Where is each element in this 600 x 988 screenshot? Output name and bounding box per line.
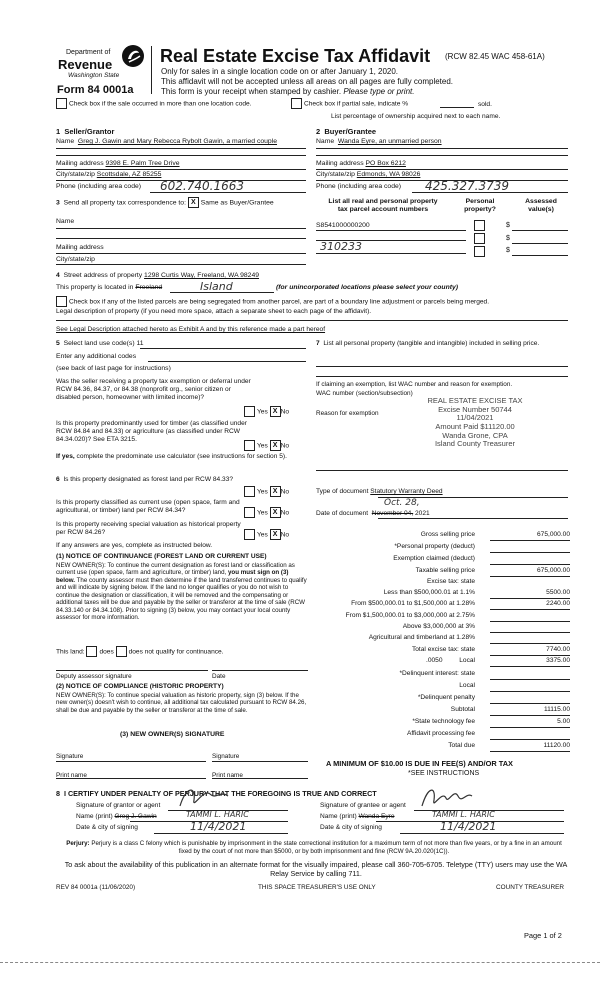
header-note-3-italic: Please type or print. [343, 87, 415, 96]
doc-type-label: Type of document [316, 488, 369, 495]
q-forest-yes-checkbox[interactable] [244, 486, 255, 497]
notice1-body-1: NEW OWNER(S): To continue the current designation as forest land or classification as current use (open space, farm and agriculture, or timber) land, [56, 562, 295, 577]
notice1-bold: you must sign on (3) below. [56, 569, 289, 584]
no-label: No [280, 531, 290, 539]
street-address[interactable]: 1298 Curtis Way, Freeland, WA 98249 [144, 272, 260, 279]
total-state-value[interactable]: 7740.00 [490, 646, 570, 656]
no-label: No [280, 408, 290, 416]
header-note-2: This affidavit will not be accepted unless all areas on all pages are fully completed. [161, 77, 454, 86]
q-current-use: Is this property classified as current use (open space, farm and agricultural, or timber) land per RCW 84.34? [56, 499, 240, 514]
q-current-use-yes-checkbox[interactable] [244, 507, 255, 518]
form-number: Form 84 0001a [57, 84, 134, 96]
sig-grantee-label: Signature of grantee or agent [320, 802, 406, 809]
stamp-line-6: Island County Treasurer [434, 439, 516, 449]
owner-sig-label-1: Signature [56, 753, 84, 760]
q-current-use-no-checkbox[interactable]: X [270, 507, 281, 518]
q-exemption-yes-checkbox[interactable] [244, 406, 255, 417]
tier3-value[interactable] [490, 612, 570, 622]
buyer-mailing[interactable]: PO Box 6212 [365, 160, 406, 167]
assessed-value-2[interactable] [512, 243, 568, 244]
alt-format-note: To ask about the availability of this publication in an alternate format for the visually impaired, please call 360-705-6705. Teletype (TTY) users may use the WA Relay Service by calling 711. [64, 860, 568, 878]
personal-deduct-value[interactable] [490, 543, 570, 553]
buyer-city[interactable]: Edmonds, WA 98026 [356, 171, 421, 178]
owner-sig-label-2: Signature [212, 753, 240, 760]
q-exemption: Was the seller receiving a property tax exemption or deferral under RCW 84.36, 84.37, or 84.38 (nonprofit org., senior citizen or disabled person, homeowner with limited income)? [56, 378, 251, 401]
ag-label: Agricultural and timberland at 1.28% [368, 634, 475, 641]
correspondence-label: Send all property tax correspondence to: [63, 199, 186, 207]
seller-name[interactable]: Greg J. Gawin and Mary Rebecca Rybolt Gawin, a married couple [77, 138, 278, 145]
tier3-label: From $1,500,000.01 to $3,000,000 at 2.75% [345, 612, 475, 619]
partial-sale-label: Check box if partial sale, indicate % [304, 100, 409, 108]
personal-property-checkbox-1[interactable] [474, 220, 485, 231]
parcel-head-1: List all real and personal property [328, 198, 438, 205]
minimum-due: A MINIMUM OF $10.00 IS DUE IN FEE(S) AND/OR TAX [326, 759, 513, 768]
personal-deduct-label: *Personal property (deduct) [394, 543, 475, 550]
q-timber: Is this property predominantly used for timber (as classified under RCW 84.84 and 84.33) or agriculture (as classified under RCW 84.34.020)? See ETA 3215. [56, 420, 247, 443]
same-as-buyer-label: Same as Buyer/Grantee [200, 199, 274, 207]
treasurer-stamp [400, 397, 550, 449]
tier1-label: Less than $500,000.01 at 1.1% [383, 589, 475, 596]
delinq-local-label: Local [459, 682, 475, 689]
q-historic: Is this property receiving special valuation as historical property per RCW 84.26? [56, 521, 241, 536]
if-yes-text: complete the predominate use calculator (see instructions for section 5). [76, 453, 287, 460]
parcel-1[interactable]: S8541000000200 [316, 222, 370, 229]
parcel-head-2: Personal [465, 198, 495, 205]
doc-date-label: Date of document [316, 510, 369, 517]
assessed-dollar-2: $ [506, 235, 510, 242]
q-forest: Is this property designated as forest land per RCW 84.33? [63, 476, 234, 483]
excise-state-label: Excise tax: state [426, 578, 475, 585]
delinq-state-label: *Delinquent interest: state [399, 670, 475, 677]
parcel-head-1b: tax parcel account numbers [337, 206, 429, 214]
same-as-buyer-checkbox[interactable]: X [188, 197, 199, 208]
land-use-code[interactable]: 11 [136, 340, 144, 347]
form-citation: (RCW 82.45 WAC 458-61A) [445, 52, 545, 61]
personal-property-checkbox-3[interactable] [474, 246, 485, 257]
personal-property-checkbox-2[interactable] [474, 233, 485, 244]
yes-label: Yes [257, 408, 268, 416]
subtotal-value[interactable]: 11115.00 [490, 706, 570, 716]
notice1-head: (1) NOTICE OF CONTINUANCE (FOREST LAND OR CURRENT USE) [56, 553, 267, 560]
street-address-label: Street address of property [63, 272, 143, 279]
header-note-1: Only for sales in a single location code on or after January 1, 2020. [161, 67, 399, 76]
page-number: Page 1 of 2 [524, 931, 562, 940]
seller-phone[interactable]: 602.740.1663 [160, 179, 244, 193]
sold-label: sold. [478, 101, 492, 108]
exemption-label: If claiming an exemption, list WAC number and reason for exemption. [316, 381, 513, 388]
tier4-value[interactable] [490, 623, 570, 633]
q-timber-yes-checkbox[interactable] [244, 440, 255, 451]
reason-label: Reason for exemption [316, 410, 379, 417]
affidavit-fee-label: Affidavit processing fee [406, 730, 475, 737]
ownership-note: List percentage of ownership acquired next to each name. [331, 113, 501, 120]
doc-type[interactable]: Statutory Warranty Deed [370, 488, 443, 495]
revision-label: REV 84 0001a (11/06/2020) [56, 884, 136, 891]
legal-description[interactable]: See Legal Description attached hereto as Exhibit A and by this reference made a part hereof [56, 326, 326, 333]
seller-mailing-label: Mailing address [56, 160, 104, 167]
local-value[interactable]: 3375.00 [490, 657, 570, 667]
form-title: Real Estate Excise Tax Affidavit [160, 46, 431, 66]
seller-heading: Seller/Grantor [64, 127, 115, 136]
doc-date-struck: November 04, [371, 510, 414, 517]
stamp-line-3: 11/04/2021 [456, 413, 494, 423]
dept-line1: Department of [66, 49, 111, 56]
q-historic-yes-checkbox[interactable] [244, 529, 255, 540]
dept-state: Washington State [68, 72, 120, 79]
segregated-checkbox[interactable] [56, 296, 67, 307]
multi-location-label: Check box if the sale occurred in more than one location code. [69, 100, 252, 108]
exemption-deduct-value[interactable] [490, 555, 570, 565]
certify-statement: I CERTIFY UNDER PENALTY OF PERJURY THAT THE FOREGOING IS TRUE AND CORRECT [64, 789, 377, 798]
penalty-label: *Delinquent penalty [417, 694, 475, 701]
q-historic-no-checkbox[interactable]: X [270, 529, 281, 540]
does-checkbox[interactable] [86, 646, 97, 657]
located-note: (for unincorporated locations please select your county) [276, 284, 459, 291]
deputy-date-label: Date [212, 673, 226, 680]
tier1-value[interactable]: 5500.00 [490, 589, 570, 599]
notice1-body-2: The county assessor must then determine if the land transferred continues to qualify and will indicate by signing below. If the land no longer qualifies or you do not wish to continue the designation or classification, it will be removed and the compensating or additional taxes will be due and payable by the seller or transferor at the time of sale (RCW 84.33.140 or 84.34.108). Prior to signing (3) below, you may contact your local county assessor for more information. [56, 576, 307, 622]
taxable-label: Taxable selling price [415, 567, 475, 574]
legal-label: Legal description of property (if you need more space, attach a separate sheet to each page of the affidavit). [56, 308, 372, 315]
tier2-label: From $500,000.01 to $1,500,000 at 1.28% [351, 600, 475, 607]
does-label: does [99, 648, 114, 656]
grantee-date[interactable]: 11/4/2021 [440, 820, 497, 833]
penalty-value[interactable] [490, 694, 570, 704]
parcel-head-3: Assessed [525, 198, 557, 205]
partial-percent-field[interactable] [440, 107, 474, 108]
county-treasurer-label: COUNTY TREASURER [496, 884, 564, 891]
doc-date-year: 2021 [415, 510, 430, 517]
deputy-sig-label: Deputy assessor signature [56, 673, 132, 680]
taxable-value[interactable]: 675,000.00 [490, 567, 570, 577]
grantor-name-label: Name (print) [76, 813, 113, 820]
notice2-head: (2) NOTICE OF COMPLIANCE (HISTORIC PROPERTY) [56, 683, 224, 690]
perjury-bold: Perjury: [66, 840, 90, 847]
delinq-state-value[interactable] [490, 670, 570, 680]
exemption-deduct-label: Exemption claimed (deduct) [393, 555, 475, 562]
grantee-name-label: Name (print) [320, 813, 357, 820]
buyer-city-label: City/state/zip [316, 171, 355, 178]
ag-value[interactable] [490, 634, 570, 644]
total-due-label: Total due [448, 742, 475, 749]
delinq-local-value[interactable] [490, 682, 570, 692]
revenue-logo-icon [121, 44, 145, 68]
buyer-heading: Buyer/Grantee [324, 127, 377, 136]
seller-city[interactable]: Scottsdale, AZ 85255 [96, 171, 162, 178]
located-struck: Freeland [135, 284, 163, 291]
yes-label: Yes [257, 509, 268, 517]
q-exemption-no-checkbox[interactable]: X [270, 406, 281, 417]
treasurer-only-label: THIS SPACE TREASURER'S USE ONLY [258, 884, 376, 891]
buyer-phone-label: Phone (including area code) [316, 183, 402, 190]
does-not-label: does not qualify for continuance. [128, 648, 224, 656]
assessed-value-3[interactable] [512, 255, 568, 256]
assessed-value-1[interactable] [512, 230, 568, 231]
s3-name-label: Name [56, 218, 75, 225]
grantee-name: Wanda Eyre [358, 813, 395, 820]
parcel-head-2b: property? [464, 206, 496, 214]
s3-city-label: City/state/zip [56, 256, 95, 263]
q-forest-no-checkbox[interactable]: X [270, 486, 281, 497]
total-due-value[interactable]: 11120.00 [490, 742, 570, 752]
notice2-body: NEW OWNER(S): To continue special valuation as historic property, sign (3) below. If the new owner(s) doesn't wish to continue, all additional tax calculated pursuant to RCW 84.26, shall be due and payable by the seller or transferor at the time of sale. [56, 692, 307, 714]
header-note-3: This form is your receipt when stamped by cashier. [161, 87, 342, 96]
stamp-line-1: REAL ESTATE EXCISE TAX [427, 396, 523, 405]
stamp-line-4: Amount Paid $11120.00 [435, 421, 515, 431]
grantee-agent-name[interactable]: TAMMI L. HARIC [432, 810, 495, 819]
yes-label: Yes [257, 531, 268, 539]
perjury-text: Perjury is a class C felony which is punishable by imprisonment in the state correctional institution for a maximum term of not more than five years, or by a fine in an amount fixed by the court of not more than $5000, or by both imprisonment and fine (RCW 9A.20.020(1C)). [91, 840, 562, 855]
grantor-date[interactable]: 11/4/2021 [190, 820, 247, 833]
assessed-dollar-1: $ [506, 222, 510, 229]
grantor-date-label: Date & city of signing [76, 824, 138, 831]
additional-codes-label: Enter any additional codes [56, 353, 137, 360]
grantor-agent-name[interactable]: TAMMI L. HARIC [186, 810, 249, 819]
owner-print-label-2: Print name [212, 772, 243, 779]
total-state-label: Total excise tax: state [411, 646, 475, 653]
parcel-2[interactable]: 310233 [320, 240, 362, 253]
seller-phone-label: Phone (including area code) [56, 183, 142, 190]
notice3-head: (3) NEW OWNER(S) SIGNATURE [120, 731, 225, 738]
tier2-value[interactable]: 2240.00 [490, 600, 570, 610]
doc-date-handwritten[interactable]: Oct. 28, [384, 498, 420, 508]
affidavit-fee-value[interactable] [490, 730, 570, 740]
segregated-label: Check box if any of the listed parcels are being segregated from another parcel, are part of a boundary line adjustment or parcels being merged. [69, 298, 490, 306]
land-use-label: Select land use code(s) [63, 340, 135, 347]
tech-fee-value[interactable]: 5.00 [490, 718, 570, 728]
parcel-head-3b: value(s) [528, 206, 554, 214]
stamp-line-2: Excise Number 50744 [438, 404, 512, 414]
see-instructions: *SEE INSTRUCTIONS [408, 770, 480, 777]
wac-label: WAC number (section/subsection) [316, 390, 413, 397]
grantor-name: Greg J. Gawin [114, 813, 157, 820]
s3-mailing-label: Mailing address [56, 244, 104, 251]
no-label: No [280, 509, 290, 517]
buyer-name[interactable]: Wanda Eyre, an unmarried person [337, 138, 442, 145]
gross-value[interactable]: 675,000.00 [490, 531, 570, 541]
assessed-dollar-3: $ [506, 247, 510, 254]
located-county[interactable]: Island [200, 280, 233, 293]
tech-fee-label: *State technology fee [412, 718, 475, 725]
this-land-label: This land: [56, 648, 85, 656]
no-label: No [280, 488, 290, 496]
partial-sale-checkbox[interactable] [291, 98, 302, 109]
seller-city-label: City/state/zip [56, 171, 95, 178]
located-in-label: This property is located in [56, 284, 134, 291]
no-label: No [280, 442, 290, 450]
gross-label: Gross selling price [420, 531, 475, 538]
see-back-label: (see back of last page for instructions) [56, 365, 171, 372]
subtotal-label: Subtotal [450, 706, 475, 713]
tier4-label: Above $3,000,000 at 3% [402, 623, 475, 630]
if-yes-bold: If yes, [56, 453, 75, 460]
buyer-name-label: Name [316, 138, 335, 145]
does-not-checkbox[interactable] [116, 646, 127, 657]
local-rate: .0050 [426, 657, 443, 664]
grantee-date-label: Date & city of signing [320, 824, 382, 831]
sig-grantor-label: Signature of grantor or agent [76, 802, 161, 809]
yes-label: Yes [257, 488, 268, 496]
local-label: Local [459, 657, 475, 664]
buyer-mailing-label: Mailing address [316, 160, 364, 167]
seller-name-label: Name [56, 138, 75, 145]
seller-mailing[interactable]: 9398 E. Palm Tree Drive [105, 160, 180, 167]
q-timber-no-checkbox[interactable]: X [270, 440, 281, 451]
yes-label: Yes [257, 442, 268, 450]
personal-property-list-label: List all personal property (tangible and intangible) included in selling price. [323, 340, 540, 347]
multi-location-checkbox[interactable] [56, 98, 67, 109]
if-any-yes: If any answers are yes, complete as instructed below. [56, 542, 213, 549]
owner-print-label-1: Print name [56, 772, 87, 779]
dept-revenue: Revenue [58, 57, 113, 72]
buyer-phone[interactable]: 425.327.3739 [425, 179, 509, 193]
stamp-line-5: Wanda Grone, CPA [442, 430, 508, 440]
